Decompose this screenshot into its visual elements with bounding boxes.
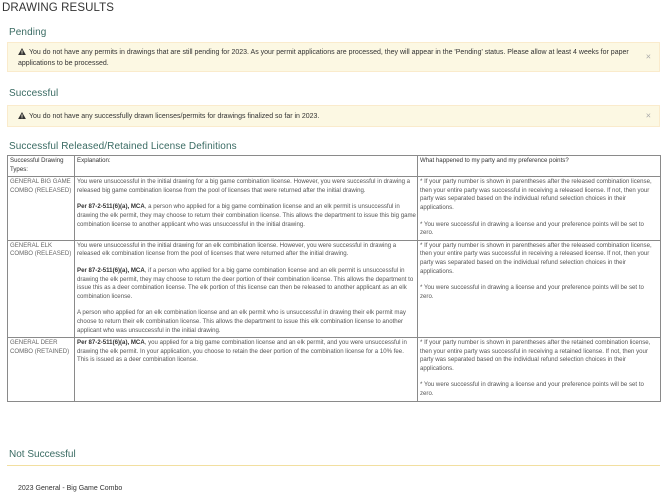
successful-alert-body [18,111,635,122]
definitions-table [7,155,661,402]
explanation-paragraph: A person who applied for an elk combination license and an elk permit who is unsuccessful in drawing their elk permit may choose to return their elk combination license. This allows the department to issue this elk combination license to another applicant who was unsuccessful in the initial drawing. [77,309,406,334]
rule-text: , a person who applied for a big game combination license and an elk permit is unsuccessful in drawing the elk permit, they may choose to return their combination license. This allows the department to issue this big game combination license to another applicant who was unsuccessful in the initial drawing. [77,203,416,228]
explanation-cell [75,338,418,402]
rule-reference: Per 87-2-511(6)(a), MCA [77,203,145,211]
explanation-paragraph [77,267,416,301]
column-header-type: Successful Drawing Types: [8,156,75,177]
explanation-cell [75,177,418,241]
pending-alert [7,42,660,72]
rule-text: , you applied for a big game combination license and an elk permit, and you were unsuccessful in drawing the elk permit. In your application, you choose to retain the deer portion of the combination license for a 10% fee. This is issued as a deer combination license. [77,339,407,364]
party-cell [418,177,661,241]
explanation-paragraph: You were unsuccessful in the initial drawing for an elk combination license. However, you were successful in drawing a released elk combination license from the pool of licenses that were returned after the initial drawing. [77,241,397,258]
table-row [8,177,661,241]
points-note: * You were successful in drawing a license and your preference points will be set to zero. [420,381,644,398]
pending-alert-body [18,47,635,69]
rule-reference: Per 87-2-511(6)(a), MCA [77,266,145,274]
drawing-type-cell: GENERAL BIG GAME COMBO (RELEASED) [8,177,75,241]
successful-message: You do not have any successfully drawn licenses/permits for drawings finalized so far in 2023. [29,113,320,120]
party-cell [418,240,661,337]
drawing-type-cell: GENERAL DEER COMBO (RETAINED) [8,338,75,402]
column-header-party: What happened to my party and my preference points? [418,156,661,177]
definitions-heading: Successful Released/Retained License Definitions [9,141,237,152]
pending-heading: Pending [9,27,47,38]
close-icon[interactable]: × [645,51,651,62]
explanation-paragraph: You were unsuccessful in the initial drawing for a big game combination license. However, you were successful in drawing a released big game combination license from the pool of licenses that were returned after the initial drawing. [77,178,411,194]
section-divider [7,465,660,466]
explanation-cell [75,240,418,337]
page-title: DRAWING RESULTS [2,2,115,14]
table-row [8,338,661,402]
points-note: * You were successful in drawing a license and your preference points will be set to zero. [420,220,644,237]
party-note: * If your party number is shown in parentheses after the released combination license, then your entire party was successful in receiving a released license. If not, then your party was separated based on the individual refund selection choices in their applications. [420,241,652,275]
table-row [8,240,661,337]
pending-message: You do not have any permits in drawings that are still pending for 2023. As your permit applications are processed, they will appear in the 'Pending' status. Please allow at least 4 weeks for paper applications to be processed. [18,49,629,67]
explanation-paragraph [77,339,416,365]
successful-heading: Successful [9,88,59,99]
warning-icon [18,112,26,119]
party-note: * If your party number is shown in parentheses after the released combination license, then your entire party was successful in receiving a released license. If not, then your party was separated based on the individual refund selection choices in their applications. [420,178,652,211]
party-cell [418,338,661,402]
column-header-explanation: Explanation: [75,156,418,177]
explanation-paragraph [77,203,416,229]
points-note: * You were successful in drawing a license and your preference points will be set to zero. [420,284,644,300]
close-icon[interactable]: × [645,110,651,121]
successful-alert [7,105,660,127]
warning-icon [18,48,26,55]
party-note: * If your party number is shown in parentheses after the retained combination license, then your entire party was successful in receiving a retained license. If not, then your party was separated based on the individual refund selection choices in their applications. [420,339,651,372]
rule-text: , if a person who applied for a big game combination license and an elk permit is unsuccessful in drawing the elk permit, they may choose to return the deer portion of their combination license. This allows the department to issue this as a deer combination license. The elk portion of this license can then be released to another applicant as an elk combination license. [77,266,414,300]
drawing-type-cell: GENERAL ELK COMBO (RELEASED) [8,240,75,337]
result-item-label[interactable]: 2023 General - Big Game Combo [18,485,123,492]
table-header-row [8,156,661,177]
not-successful-heading: Not Successful [9,449,76,460]
rule-reference: Per 87-2-511(6)(a), MCA [77,339,145,347]
